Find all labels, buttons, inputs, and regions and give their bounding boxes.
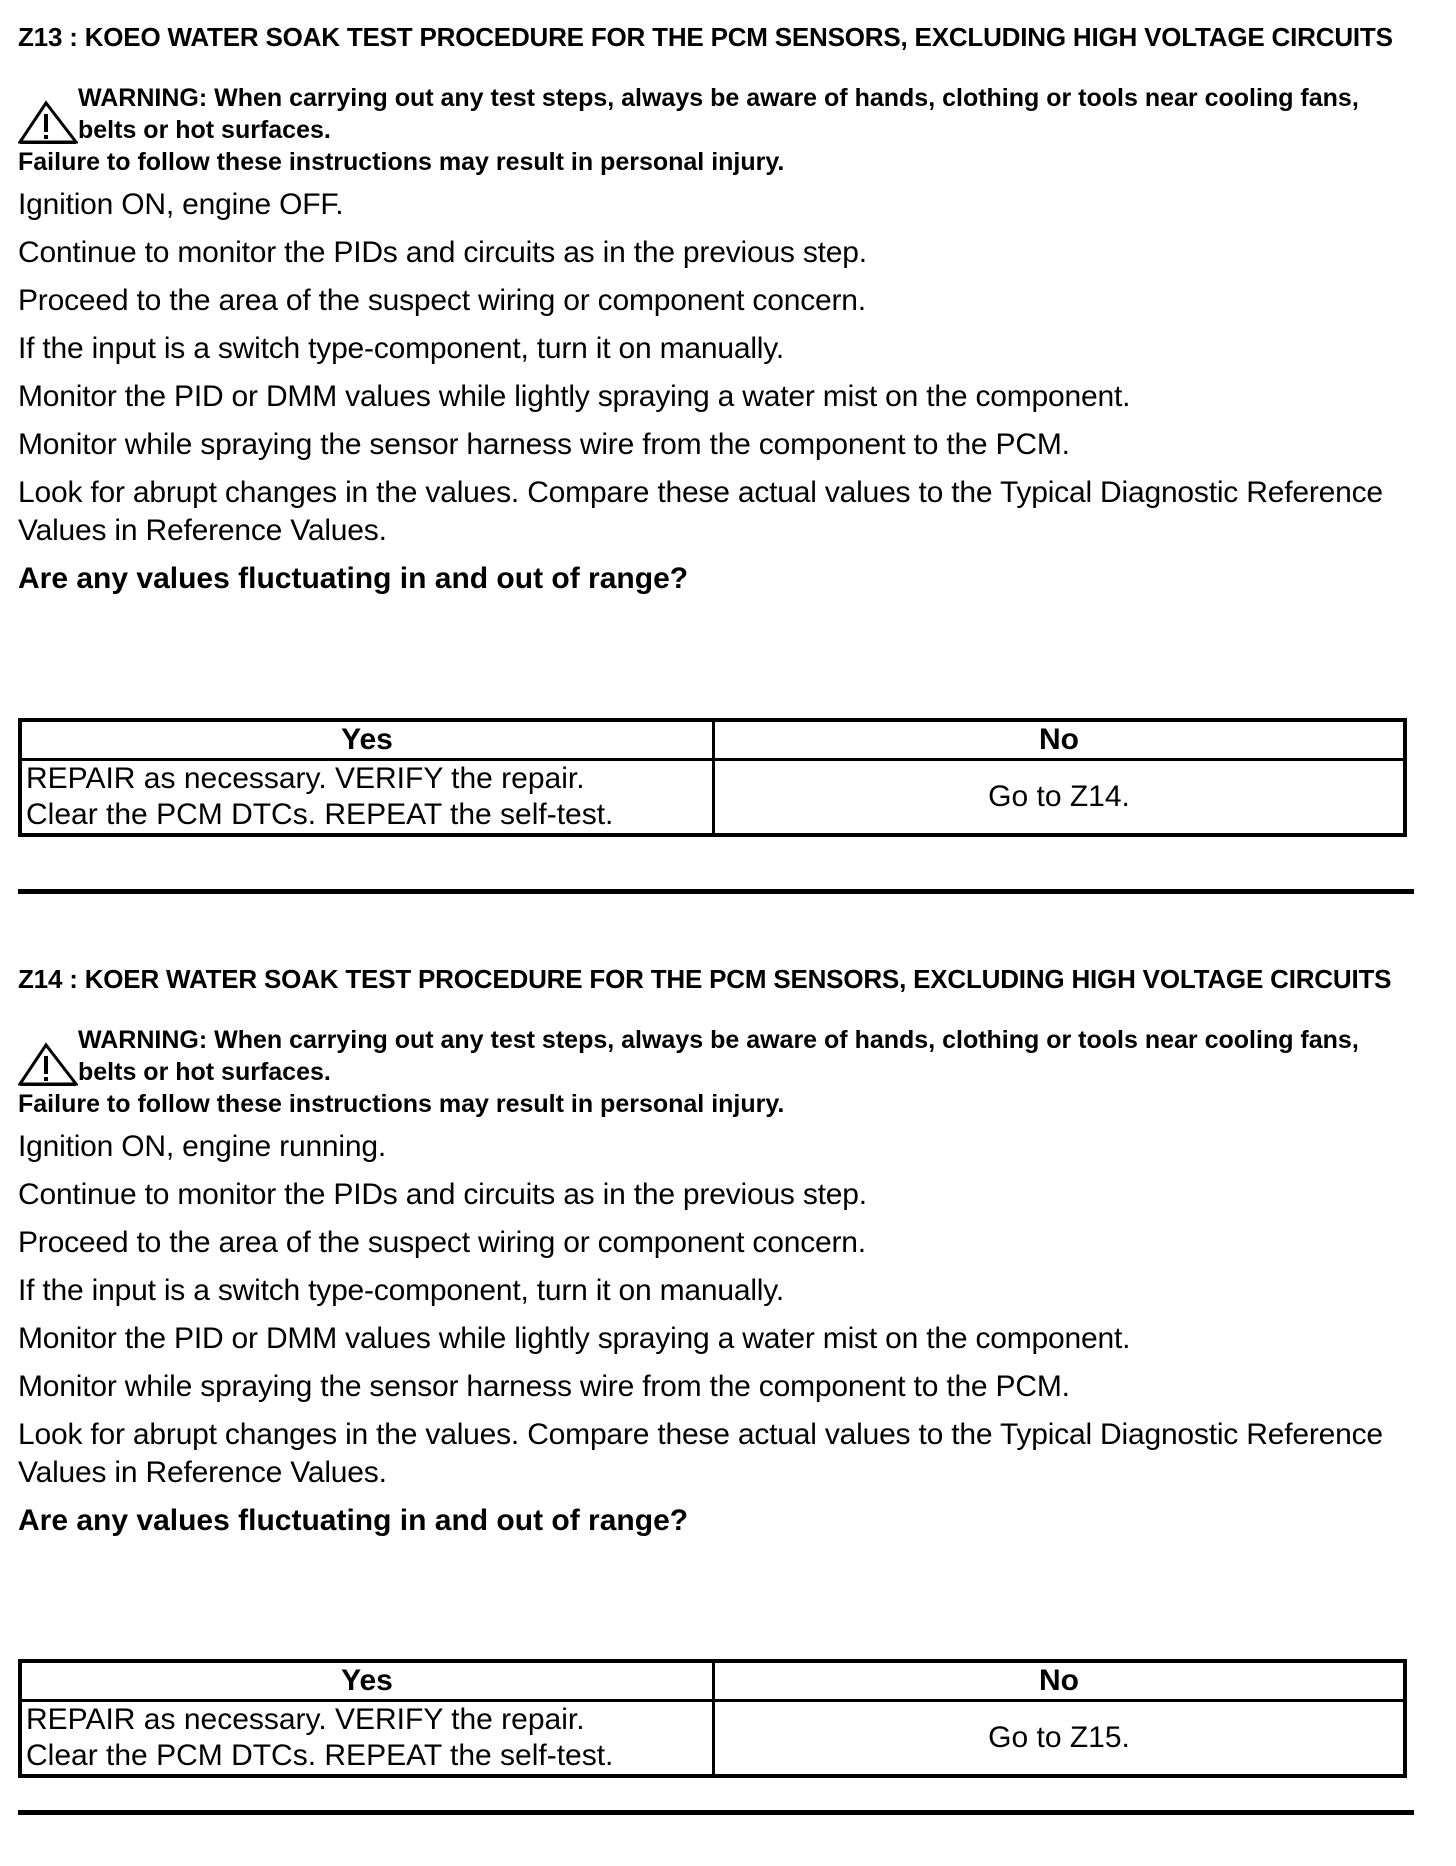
yes-action-line: REPAIR as necessary. VERIFY the repair. bbox=[26, 762, 585, 795]
step-title: Z13 : KOEO WATER SOAK TEST PROCEDURE FOR THE PCM SENSORS, EXCLUDING HIGH VOLTAGE CIRCUITS bbox=[18, 22, 1393, 52]
yes-cell bbox=[20, 760, 714, 836]
instruction-line: Ignition ON, engine OFF. bbox=[18, 188, 344, 221]
section-divider bbox=[18, 889, 1414, 894]
warning-block bbox=[18, 1024, 1413, 1120]
step-z14 bbox=[18, 960, 1413, 1540]
step-question: Are any values fluctuating in and out of range? bbox=[18, 562, 689, 595]
instruction-line: Ignition ON, engine running. bbox=[18, 1130, 386, 1163]
instruction-line: If the input is a switch type-component, turn it on manually. bbox=[18, 332, 784, 365]
instruction-line: Continue to monitor the PIDs and circuits as in the previous step. bbox=[18, 1178, 867, 1211]
instruction-line: Look for abrupt changes in the values. Compare these actual values to the Typical Diagnostic Reference Values in Reference Values. bbox=[18, 476, 1383, 547]
yes-header: Yes bbox=[20, 1661, 714, 1701]
warning-triangle-icon bbox=[18, 1042, 78, 1088]
instruction-line: Monitor the PID or DMM values while lightly spraying a water mist on the component. bbox=[18, 1322, 1131, 1355]
yes-action-line: REPAIR as necessary. VERIFY the repair. bbox=[26, 1703, 585, 1736]
no-cell-goto-z14[interactable]: Go to Z14. bbox=[714, 760, 1406, 836]
yes-no-table-z13 bbox=[18, 718, 1407, 837]
warning-triangle-icon bbox=[18, 100, 78, 146]
step-z13 bbox=[18, 18, 1413, 598]
section-divider bbox=[18, 1810, 1414, 1815]
yes-cell bbox=[20, 1701, 714, 1777]
warning-consequence: Failure to follow these instructions may result in personal injury. bbox=[18, 148, 785, 176]
yes-action-line: Clear the PCM DTCs. REPEAT the self-test. bbox=[26, 798, 614, 831]
instruction-line: Monitor the PID or DMM values while lightly spraying a water mist on the component. bbox=[18, 380, 1131, 413]
warning-label: WARNING bbox=[78, 1026, 199, 1054]
instruction-line: Proceed to the area of the suspect wiring or component concern. bbox=[18, 284, 866, 317]
no-header: No bbox=[714, 720, 1406, 760]
instruction-line: Monitor while spraying the sensor harness wire from the component to the PCM. bbox=[18, 428, 1070, 461]
no-cell-goto-z15[interactable]: Go to Z15. bbox=[714, 1701, 1406, 1777]
instruction-line: Look for abrupt changes in the values. Compare these actual values to the Typical Diagnostic Reference Values in Reference Values. bbox=[18, 1418, 1383, 1489]
no-header: No bbox=[714, 1661, 1406, 1701]
yes-header: Yes bbox=[20, 720, 714, 760]
instruction-line: If the input is a switch type-component, turn it on manually. bbox=[18, 1274, 784, 1307]
warning-text: : When carrying out any test steps, always be aware of hands, clothing or tools near cooling fans, belts or hot surfaces. bbox=[78, 1026, 1359, 1086]
warning-text: : When carrying out any test steps, always be aware of hands, clothing or tools near cooling fans, belts or hot surfaces. bbox=[78, 84, 1359, 144]
instruction-line: Monitor while spraying the sensor harness wire from the component to the PCM. bbox=[18, 1370, 1070, 1403]
warning-block bbox=[18, 82, 1413, 178]
warning-label: WARNING bbox=[78, 84, 199, 112]
yes-action-line: Clear the PCM DTCs. REPEAT the self-test. bbox=[26, 1739, 614, 1772]
instruction-line: Proceed to the area of the suspect wiring or component concern. bbox=[18, 1226, 866, 1259]
warning-consequence: Failure to follow these instructions may result in personal injury. bbox=[18, 1090, 785, 1118]
step-title: Z14 : KOER WATER SOAK TEST PROCEDURE FOR THE PCM SENSORS, EXCLUDING HIGH VOLTAGE CIRCUITS bbox=[18, 964, 1392, 994]
step-question: Are any values fluctuating in and out of range? bbox=[18, 1504, 689, 1537]
yes-no-table-z14 bbox=[18, 1659, 1407, 1778]
instruction-line: Continue to monitor the PIDs and circuits as in the previous step. bbox=[18, 236, 867, 269]
